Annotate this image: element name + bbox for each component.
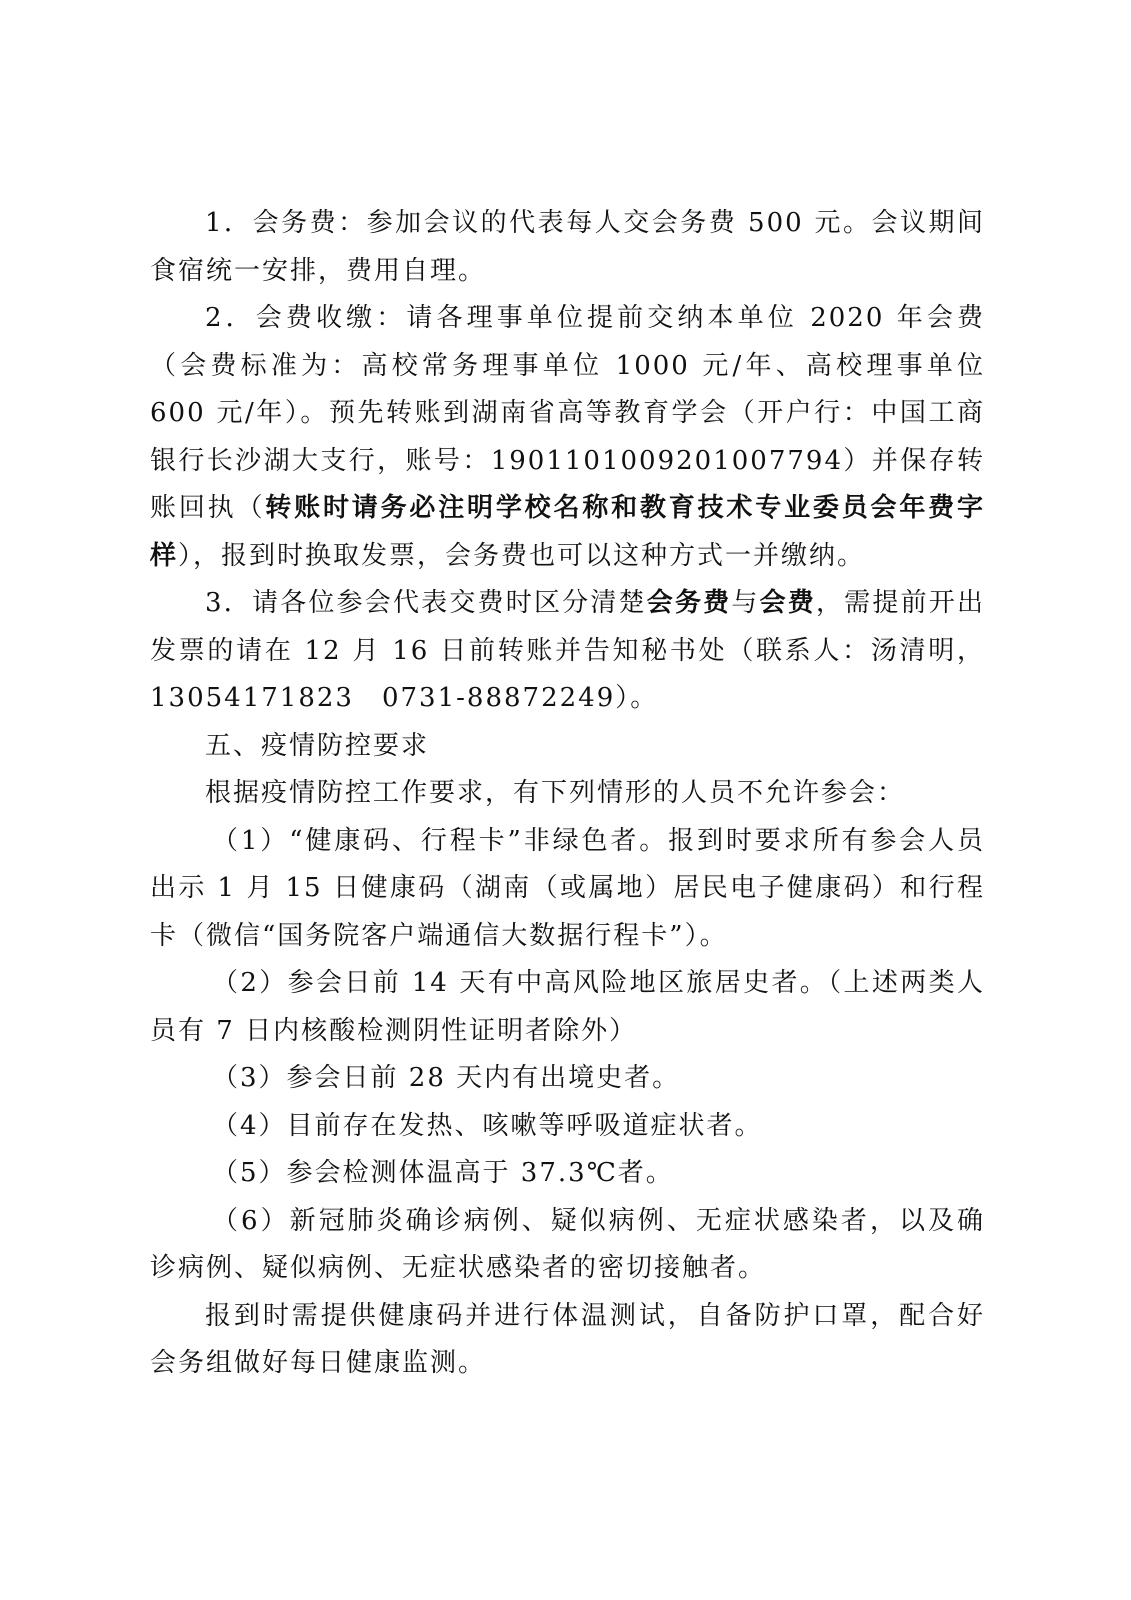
section-heading: 五、疫情防控要求 [205, 730, 430, 761]
fee-item-3 [150, 580, 985, 723]
epidemic-item-3: （3）参会日前 28 天内有出境史者。 [212, 1063, 681, 1093]
fee-item-3-and: 与 [731, 588, 760, 618]
fee-item-3-bold-conference-fee: 会务费 [646, 588, 732, 618]
epidemic-intro: 根据疫情防控工作要求，有下列情形的人员不允许参会： [205, 778, 906, 808]
fee-item-1: 1．会务费：参加会议的代表每人交会务费 500 元。会议期间食宿统一安排，费用自理。 [150, 208, 985, 286]
epidemic-item-4: （4）目前存在发热、咳嗽等呼吸道症状者。 [212, 1110, 763, 1141]
epidemic-item-2: （2）参会日前 14 天有中高风险地区旅居史者。（上述两类人员有 7 日内核酸检测阴性证明者除外） [150, 968, 985, 1046]
epidemic-item-5: （5）参会检测体温高于 37.3℃者。 [212, 1158, 674, 1188]
document-body [150, 200, 985, 1388]
fee-item-3-text: 3．请各位参会代表交费时区分清楚 [205, 588, 647, 618]
fee-item-2 [150, 295, 985, 580]
fee-item-2-tail: ），报到时换取发票，会务费也可以这种方式一并缴纳。 [178, 540, 866, 571]
fee-item-3-tail: ，需提前开出发票的请在 12 月 16 日前转账并告知秘书处（联系人：汤清明，13054171823 0731-88872249）。 [150, 588, 985, 713]
epidemic-item-1: （1）“健康码、行程卡”非绿色者。报到时要求所有参会人员出示 1 月 15 日健康码（湖南（或属地）居民电子健康码）和行程卡（微信“国务院客户端通信大数据行程卡”）。 [150, 825, 985, 951]
fee-item-2-bold-note: 转账时请务必注明学校名称和教育技术专业委员会年费字样 [150, 493, 985, 571]
epidemic-closing: 报到时需提供健康码并进行体温测试，自备防护口罩，配合好会务组做好每日健康监测。 [150, 1300, 985, 1378]
fee-item-2-text: 2．会费收缴：请各理事单位提前交纳本单位 2020 年会费（会费标准为：高校常务理事单位 1000 元/年、高校理事单位 600 元/年）。预先转账到湖南省高等教育学会（开户行：中国工商银行长沙湖大支行，账号：1901101009201007794）并保存转账回执（ [150, 303, 985, 523]
epidemic-item-6: （6）新冠肺炎确诊病例、疑似病例、无症状感染者，以及确诊病例、疑似病例、无症状感染者的密切接触者。 [150, 1205, 985, 1283]
fee-item-3-bold-membership-fee: 会费 [759, 588, 816, 618]
